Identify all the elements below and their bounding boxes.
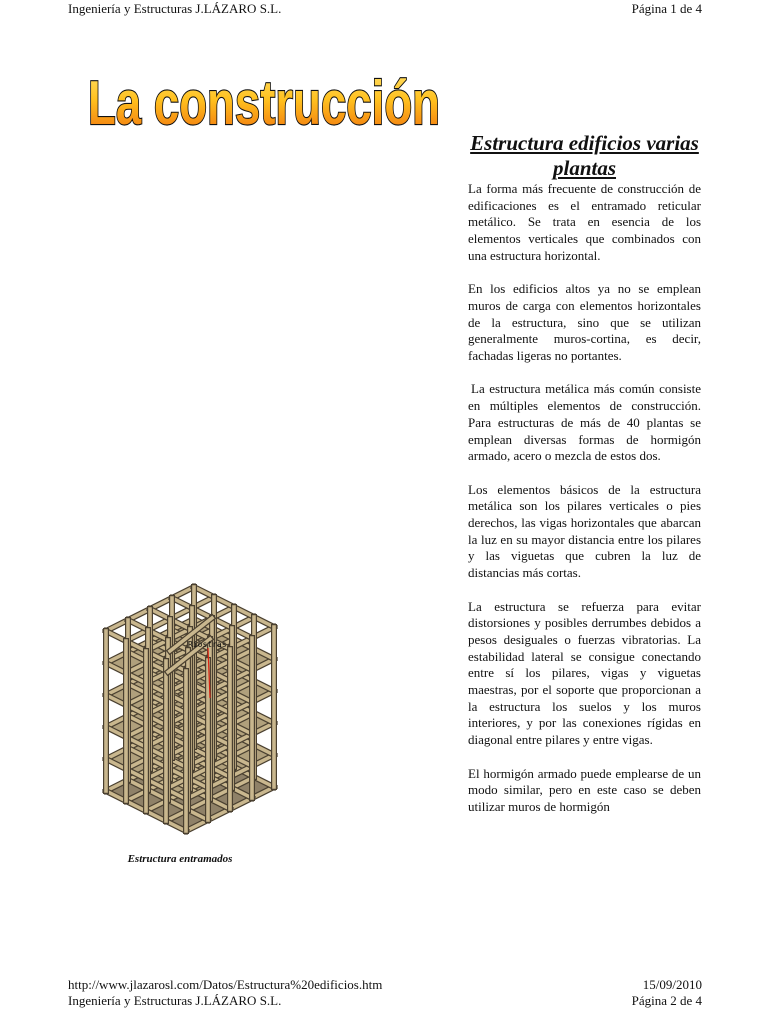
paragraph: La forma más frecuente de construcción de edificaciones es el entramado reticular metálico. Se trata en esencia de los elementos verticales que combinados con una estructura horizontal. — [468, 181, 701, 263]
body-text — [468, 181, 701, 832]
section-heading: Estructura edificios varias plantas — [470, 131, 699, 180]
footer-url: http://www.jlazarosl.com/Datos/Estructura%20edificios.htm — [68, 977, 383, 992]
header-page-number: Página 1 de 4 — [631, 1, 702, 16]
footer-company: Ingeniería y Estructuras J.LÁZARO S.L. — [68, 993, 282, 1008]
page-title: La construcción — [88, 69, 440, 138]
building-frame-illustration — [98, 636, 283, 851]
riostras-label: Riostras — [188, 640, 227, 649]
paragraph: El hormigón armado puede emplearse de un modo similar, pero en este caso se deben utilizar muros de hormigón — [468, 765, 701, 814]
page-title-logo — [86, 66, 446, 138]
figure-caption: Estructura entramados — [127, 853, 233, 865]
paragraph: La estructura se refuerza para evitar distorsiones y posibles derrumbes debidos a pesos desiguales o fuerzas vibratorias. La estabilidad lateral se consigue conectando entre sí los pilares, vigas y viguetas maestras, por el soporte que proporcionan a la estructura los suelos y los muros interiores, y por las conexiones rígidas en diagonal entre pilares y entre vigas. — [468, 598, 701, 748]
footer-page-number: Página 2 de 4 — [631, 993, 702, 1008]
header-company: Ingeniería y Estructuras J.LÁZARO S.L. — [68, 1, 282, 16]
frame-structure — [106, 587, 274, 831]
paragraph: Los elementos básicos de la estructura metálica son los pilares verticales o pies derechos, las vigas horizontales que abarcan la luz en su mayor distancia entre los pilares y las viguetas que cubren la luz de distancias más cortas. — [468, 481, 701, 581]
paragraph: En los edificios altos ya no se emplean muros de carga con elementos horizontales de la estructura, sino que se utilizan generalmente muros-cortina, es decir, fachadas ligeras no portantes. — [468, 281, 701, 364]
paragraph: La estructura metálica más común consiste en múltiples elementos de construcción. Para estructuras de más de 40 plantas se emplean diversas formas de hormigón armado, acero o mezcla de estos dos. — [468, 381, 701, 464]
footer-date: 15/09/2010 — [642, 977, 702, 992]
